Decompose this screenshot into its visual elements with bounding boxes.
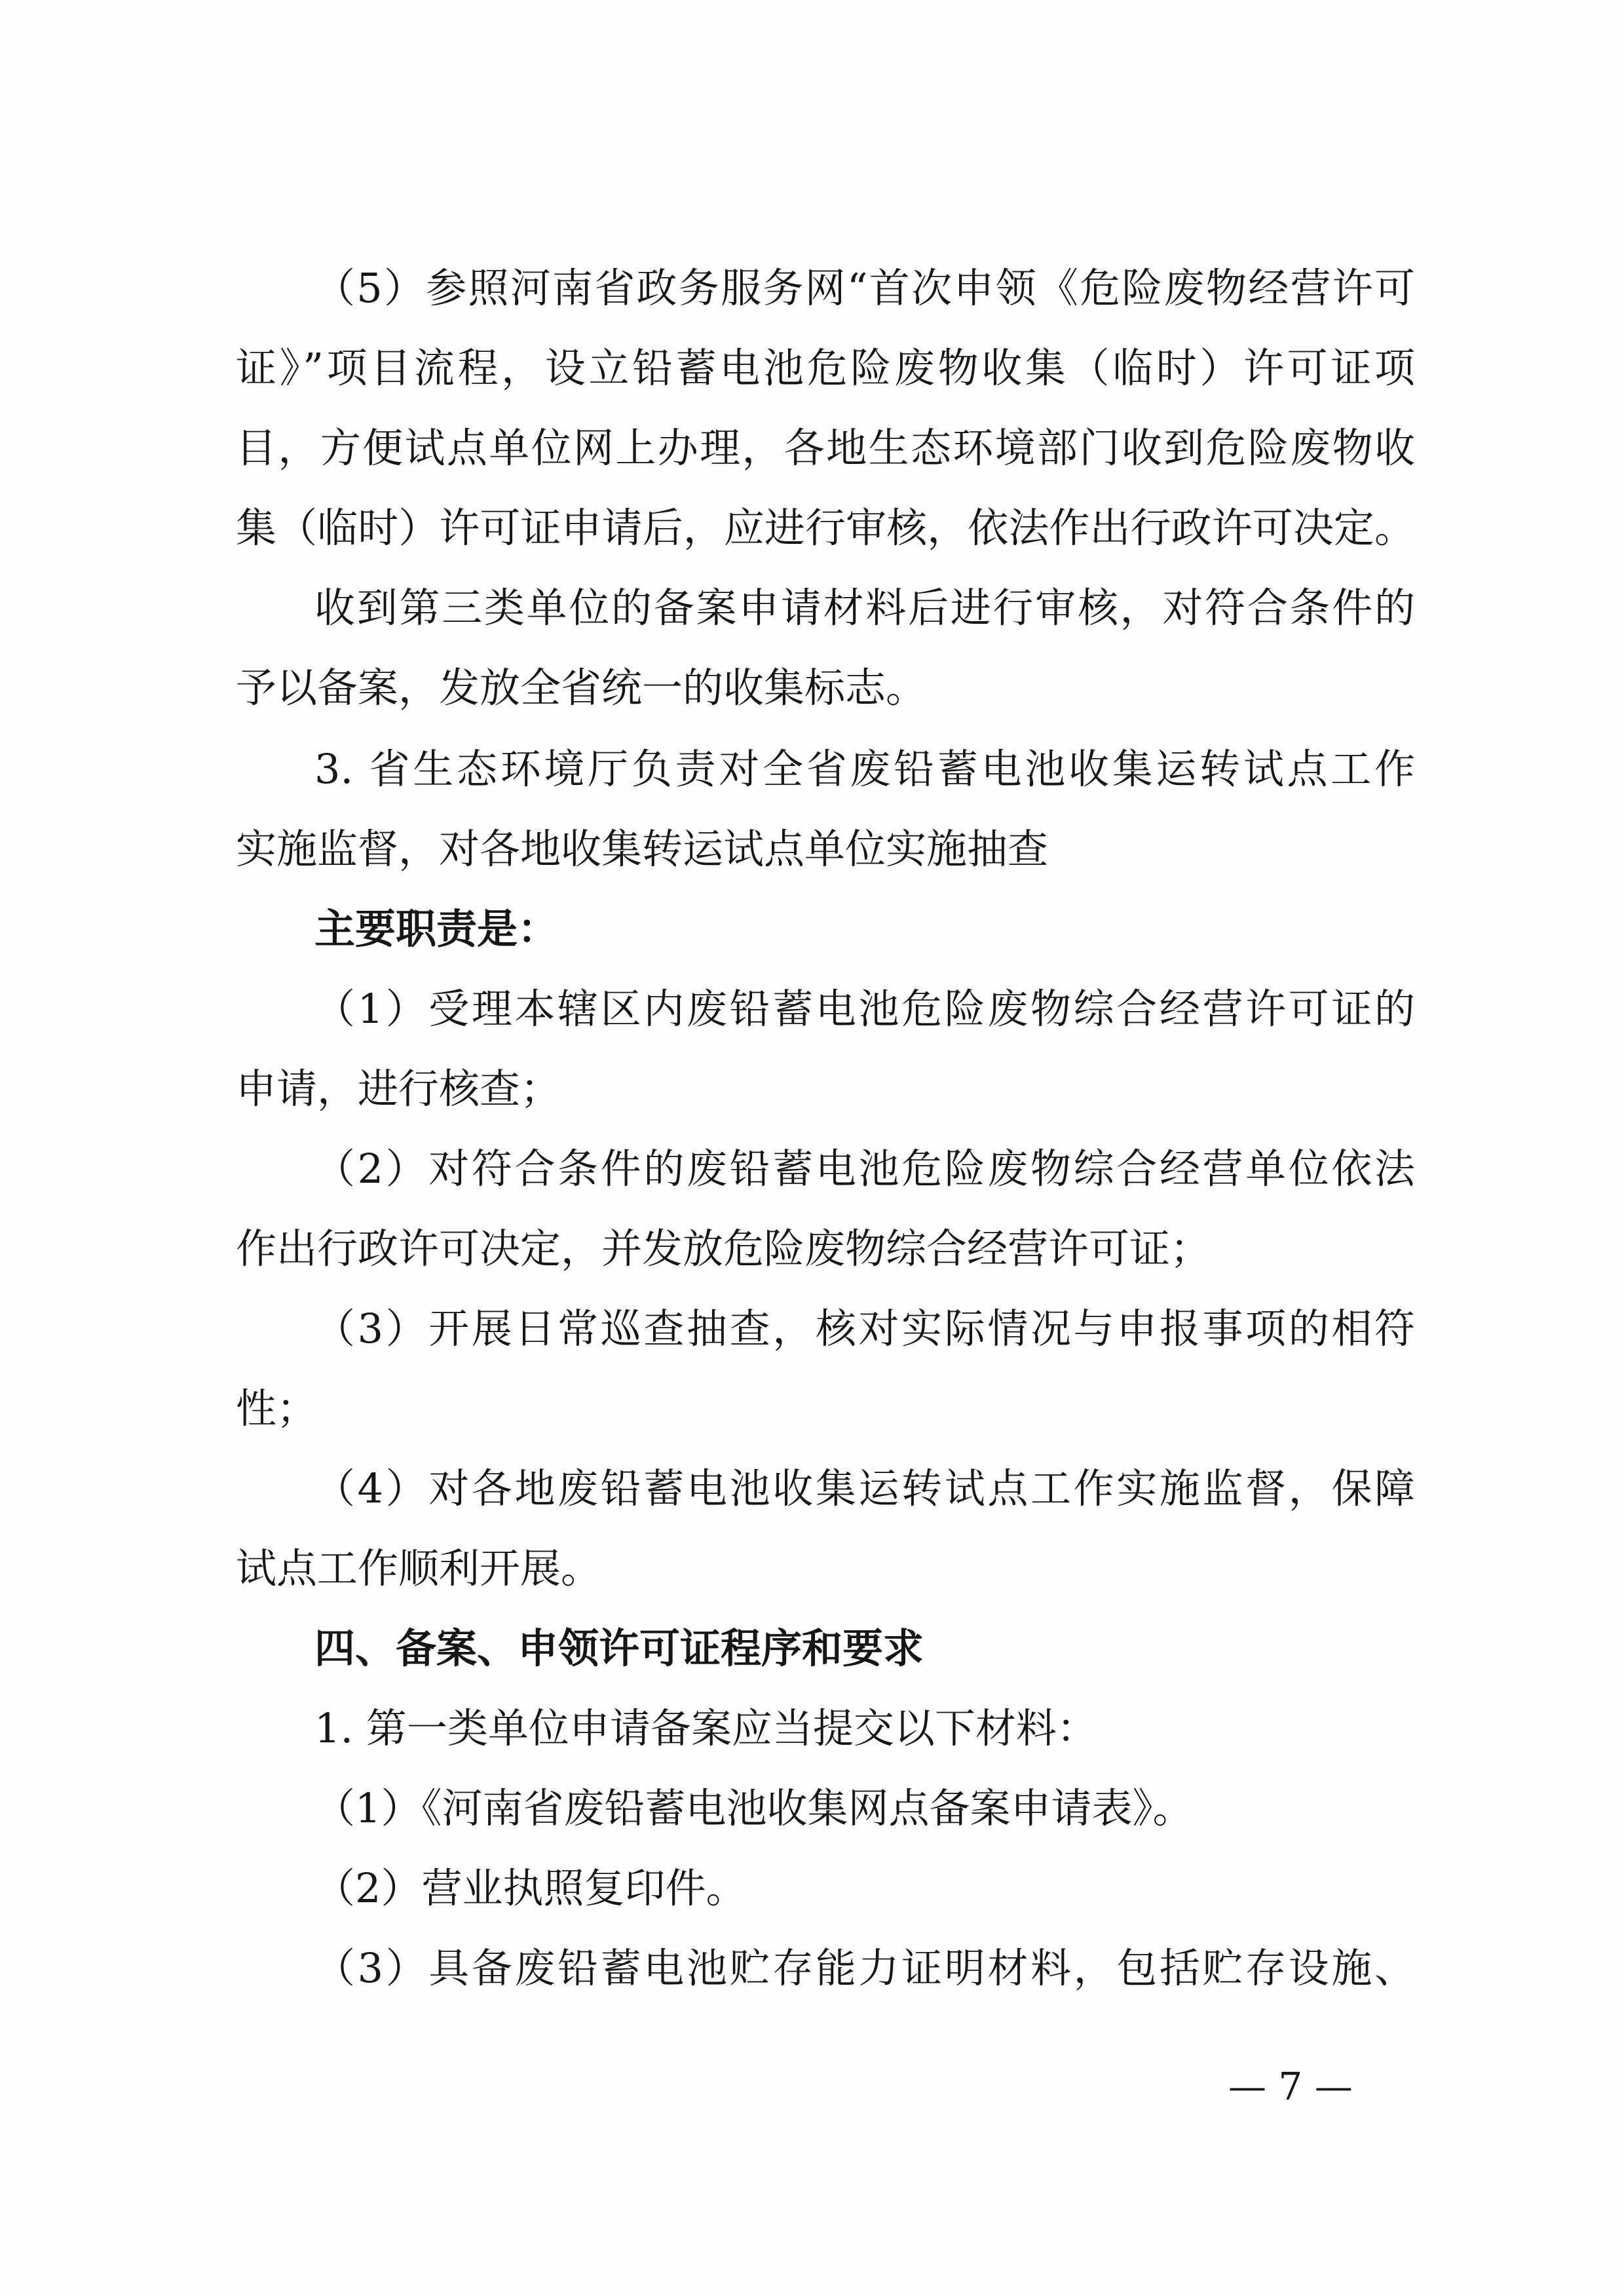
list-item: （3）具备废铅蓄电池贮存能力证明材料，包括贮存设施、 xyxy=(314,1944,1415,1992)
paragraph-line: 集（临时）许可证申请后，应进行审核，依法作出行政许可决定。 xyxy=(236,504,1415,552)
paragraph-line: （5）参照河南省政务服务网“首次申领《危险废物经营许可 xyxy=(314,264,1415,312)
paragraph-line: 予以备案，发放全省统一的收集标志。 xyxy=(236,664,927,712)
section-item-heading: 1. 第一类单位申请备案应当提交以下材料： xyxy=(314,1704,1097,1752)
section-heading: 四、备案、申领许可证程序和要求 xyxy=(314,1624,924,1672)
list-item: （1）《河南省废铅蓄电池收集网点备案申请表》。 xyxy=(314,1784,1194,1832)
paragraph-line: 申请，进行核查； xyxy=(236,1065,561,1113)
paragraph-line: 性； xyxy=(236,1385,318,1432)
subheading-main-duties: 主要职责是： xyxy=(314,905,559,953)
paragraph-line: 目，方便试点单位网上办理，各地生态环境部门收到危险废物收 xyxy=(236,424,1415,472)
section-item-heading: 3. 省生态环境厅负责对全省废铅蓄电池收集运转试点工作 xyxy=(314,745,1415,793)
paragraph-line: 试点工作顺利开展。 xyxy=(236,1544,602,1592)
paragraph-line: 实施监督，对各地收集转运试点单位实施抽查 xyxy=(236,825,1049,873)
paragraph-line: 收到第三类单位的备案申请材料后进行审核，对符合条件的 xyxy=(314,584,1415,632)
list-item: （3）开展日常巡查抽查，核对实际情况与申报事项的相符 xyxy=(314,1305,1415,1352)
page-number: — 7 — xyxy=(1228,2064,1353,2109)
list-item: （1）受理本辖区内废铅蓄电池危险废物综合经营许可证的 xyxy=(314,985,1415,1033)
list-item: （2）对符合条件的废铅蓄电池危险废物综合经营单位依法 xyxy=(314,1145,1415,1193)
paragraph-line: 证》”项目流程，设立铅蓄电池危险废物收集（临时）许可证项 xyxy=(236,344,1415,392)
list-item: （4）对各地废铅蓄电池收集运转试点工作实施监督，保障 xyxy=(314,1464,1415,1512)
paragraph-line: 作出行政许可决定，并发放危险废物综合经营许可证； xyxy=(236,1225,1211,1272)
list-item: （2）营业执照复印件。 xyxy=(314,1864,747,1912)
